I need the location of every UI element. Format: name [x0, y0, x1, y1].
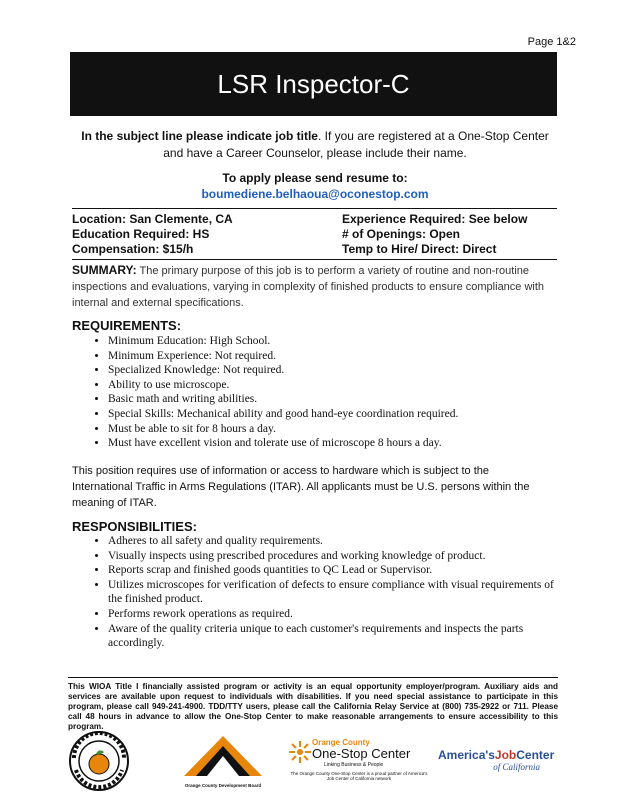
summary-heading: SUMMARY:	[72, 263, 137, 277]
one-stop-center-logo	[288, 738, 428, 790]
requirements-list	[72, 334, 548, 451]
ocdb-caption: Orange County Development Board	[184, 783, 262, 788]
apply-email-link[interactable]: boumediene.belhaoua@oconestop.com	[201, 187, 429, 201]
list-item: • Performs rework operations as required.	[108, 607, 568, 622]
list-item: • Special Skills: Mechanical ability and good hand-eye coordination required.	[108, 407, 548, 422]
page-number: Page 1&2	[527, 36, 576, 48]
list-item: • Ability to use microscope.	[108, 378, 548, 393]
onestop-note: The Orange County One-Stop Center is a proud partner of America's Job Center of California network	[290, 771, 428, 781]
list-item: • Visually inspects using prescribed procedures and working knowledge of product.	[108, 549, 568, 564]
onestop-tagline: Linking Business & People	[324, 762, 384, 768]
partner-logos	[68, 726, 558, 796]
job-title-banner	[70, 52, 557, 116]
list-item: • Adheres to all safety and quality requirements.	[108, 534, 568, 549]
apply-block	[70, 170, 560, 202]
summary-text: The primary purpose of this job is to perform a variety of routine and non-routine inspections and evaluations, varying in complexity of finished products to ensure compliance with internal and external specifications.	[72, 265, 545, 309]
list-item: • Must be able to sit for 8 hours a day.	[108, 422, 548, 437]
hire-type: Temp to Hire/ Direct: Direct	[342, 242, 497, 256]
responsibilities-list	[72, 534, 568, 651]
education-required: Education Required: HS	[72, 227, 210, 241]
list-item: • Reports scrap and finished goods quantities to QC Lead or Supervisor.	[108, 563, 568, 578]
list-item: • Aware of the quality criteria unique to each customer's requirements and inspects the parts accordingly.	[108, 622, 568, 651]
list-item: • Minimum Education: High School.	[108, 334, 548, 349]
ajc-wordmark: America'sJobCenter	[438, 748, 555, 762]
responsibilities-heading: RESPONSIBILITIES:	[72, 519, 197, 534]
ocdb-logo	[178, 734, 268, 788]
compensation: Compensation: $15/h	[72, 242, 194, 256]
county-seal-logo	[68, 730, 130, 792]
intro-rest: . If you are registered at a One-Stop Center and have a Career Counselor, please include their name.	[163, 129, 549, 160]
intro-paragraph	[70, 128, 560, 162]
list-item: • Must have excellent vision and tolerate use of microscope 8 hours a day.	[108, 436, 548, 451]
list-item: • Minimum Experience: Not required.	[108, 349, 548, 364]
location: Location: San Clemente, CA	[72, 212, 233, 226]
ajc-subtitle: of California	[493, 762, 540, 772]
americas-job-center-logo	[438, 748, 558, 788]
summary-paragraph	[72, 262, 552, 311]
apply-label: To apply please send resume to:	[222, 171, 408, 185]
number-of-openings: # of Openings: Open	[342, 227, 461, 241]
job-info-table	[72, 208, 557, 260]
list-item: • Specialized Knowledge: Not required.	[108, 363, 548, 378]
itar-notice: This position requires use of information or access to hardware which is subject to the International Traffic in Arms Regulations (ITAR). All applicants must be U.S. persons within the meaning of ITAR.	[72, 465, 530, 509]
onestop-county: Orange County	[312, 738, 370, 747]
experience-required: Experience Required: See below	[342, 212, 528, 226]
requirements-heading: REQUIREMENTS:	[72, 318, 182, 333]
onestop-name: One-Stop Center	[312, 746, 411, 761]
intro-bold: In the subject line please indicate job title	[81, 129, 318, 143]
list-item: • Utilizes microscopes for verification of defects to ensure compliance with visual requirements of the finished product.	[108, 578, 568, 607]
list-item: • Basic math and writing abilities.	[108, 392, 548, 407]
job-title: LSR Inspector-C	[217, 68, 410, 99]
eeo-footer: This WIOA Title I financially assisted program or activity is an equal opportunity employer/program. Auxiliary aids and services are available upon request to individuals with disabilities. If you need special assistance to participate in this program, please call 949-241-4900. TDD/TTY users, please call the California Relay Service at (800) 735-2922 or 711. Please call 48 hours in advance to allow the One-Stop Center to make reasonable arrangements to ensure accessibility to this program.	[68, 677, 558, 732]
